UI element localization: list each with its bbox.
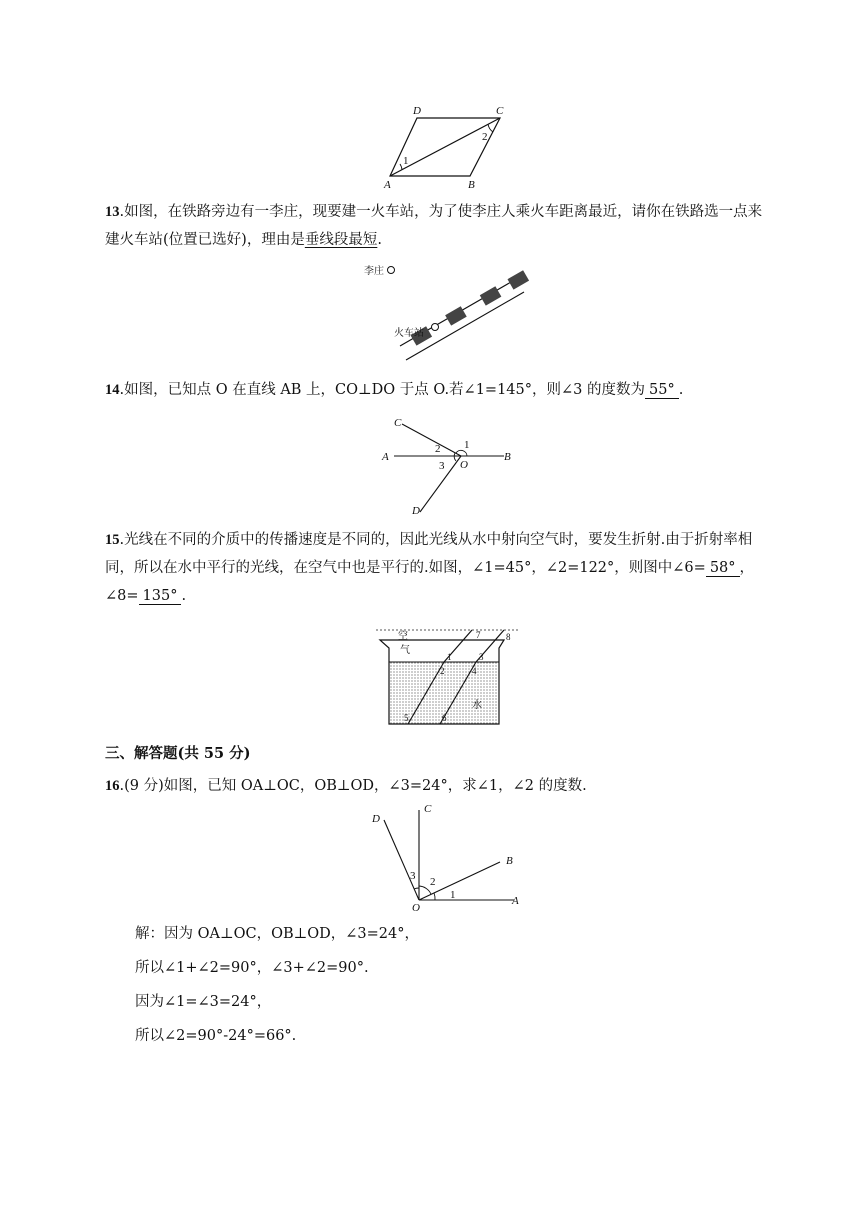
label-B: B: [504, 451, 511, 463]
angle-figure-14: [376, 412, 526, 517]
label-D: D: [413, 105, 421, 117]
label-A: A: [512, 895, 519, 907]
station-label: 火车站: [394, 328, 424, 339]
solution-line-4: 所以∠2=90°-24°=66°.: [135, 1028, 297, 1044]
label-C: C: [394, 417, 402, 429]
question-13: 13.如图，在铁路旁边有一李庄，现要建一火车站，为了使李庄人乘火车距离最近，请你在铁路选一点来建火车站(位置已选好)，理由是垂线段最短.: [105, 204, 763, 248]
angle-7-label: 7: [476, 630, 481, 640]
question-text: .如图，已知点 O 在直线 AB 上，CO⊥DO 于点 O.若∠1=145°，则∠3 的度数为: [119, 382, 645, 398]
angle-figure-16: [364, 800, 534, 912]
question-text: .如图，在铁路旁边有一李庄，现要建一火车站，为了使李庄人乘火车距离最近，请你在铁路选一点来建火车站(位置已选好)，理由是: [105, 204, 763, 248]
angle-6-label: 6: [442, 713, 447, 723]
water-label: 水: [472, 700, 482, 711]
question-text: .光线在不同的介质中的传播速度是不同的，因此光线从水中射向空气时，要发生折射.由于折射率相同，所以在水中平行的光线，在空气中也是平行的.如图，∠1=45°，∠2=122°，则图中∠6=: [105, 532, 753, 576]
question-16: [105, 772, 765, 800]
angle-2-label: 2: [435, 443, 441, 455]
angle-1-label: 1: [450, 889, 456, 901]
angle-4-label: 4: [472, 666, 477, 676]
label-C: C: [424, 803, 432, 815]
station-marker: [432, 324, 439, 331]
label-D: D: [412, 505, 420, 517]
angle-1-label: 1: [464, 439, 470, 451]
angle-5-label: 5: [404, 713, 409, 723]
air-label-1: 空: [398, 631, 408, 642]
solution-line-2: 所以∠1+∠2=90°，∠3+∠2=90°.: [135, 960, 369, 976]
village-label: 李庄: [364, 266, 384, 277]
question-number: 15: [105, 532, 120, 548]
label-B: B: [468, 179, 475, 191]
label-B: B: [506, 855, 513, 867]
section-heading: 三、解答题(共 55 分): [105, 745, 251, 762]
label-A: A: [382, 451, 389, 463]
solution-line-3: 因为∠1=∠3=24°，: [135, 994, 272, 1010]
answer-angle-8: 135°: [139, 588, 182, 605]
angle-3-label: 3: [479, 652, 484, 662]
solution-line-1: 解：因为 OA⊥OC，OB⊥OD，∠3=24°，: [135, 926, 420, 942]
question-number: 16: [105, 778, 120, 794]
question-number: 14: [105, 382, 120, 398]
angle-1-label: 1: [447, 652, 452, 662]
angle-2-label: 2: [430, 876, 436, 888]
label-C: C: [496, 105, 504, 117]
angle-3-label: 3: [439, 460, 445, 472]
beaker-figure: [372, 626, 522, 730]
angle-2-label: 2: [440, 666, 445, 676]
label-O: O: [460, 459, 468, 471]
village-marker: [388, 267, 395, 274]
question-14: 14.如图，已知点 O 在直线 AB 上，CO⊥DO 于点 O.若∠1=145°，则∠3 的度数为 55° .: [105, 382, 684, 398]
angle-8-label: 8: [506, 632, 511, 642]
answer: 55°: [645, 382, 679, 399]
label-O: O: [412, 902, 420, 912]
angle-3-label: 3: [410, 870, 416, 882]
air-label-2: 气: [400, 645, 410, 656]
answer-angle-6: 58°: [706, 560, 740, 577]
label-D: D: [372, 813, 380, 825]
angle-2-label: 2: [482, 131, 488, 143]
parallelogram-figure: [380, 100, 520, 192]
angle-1-label: 1: [403, 155, 409, 167]
railway-figure: [360, 258, 540, 368]
question-text: .(9 分)如图，已知 OA⊥OC，OB⊥OD，∠3=24°，求∠1，∠2 的度数.: [119, 778, 587, 794]
question-number: 13: [105, 204, 120, 220]
answer: 垂线段最短: [304, 232, 378, 248]
question-15: 15.光线在不同的介质中的传播速度是不同的，因此光线从水中射向空气时，要发生折射.由于折射率相同，所以在水中平行的光线，在空气中也是平行的.如图，∠1=45°，∠2=122°，则图中∠6= 58° ，∠8= 135° .: [105, 532, 755, 604]
label-A: A: [384, 179, 391, 191]
